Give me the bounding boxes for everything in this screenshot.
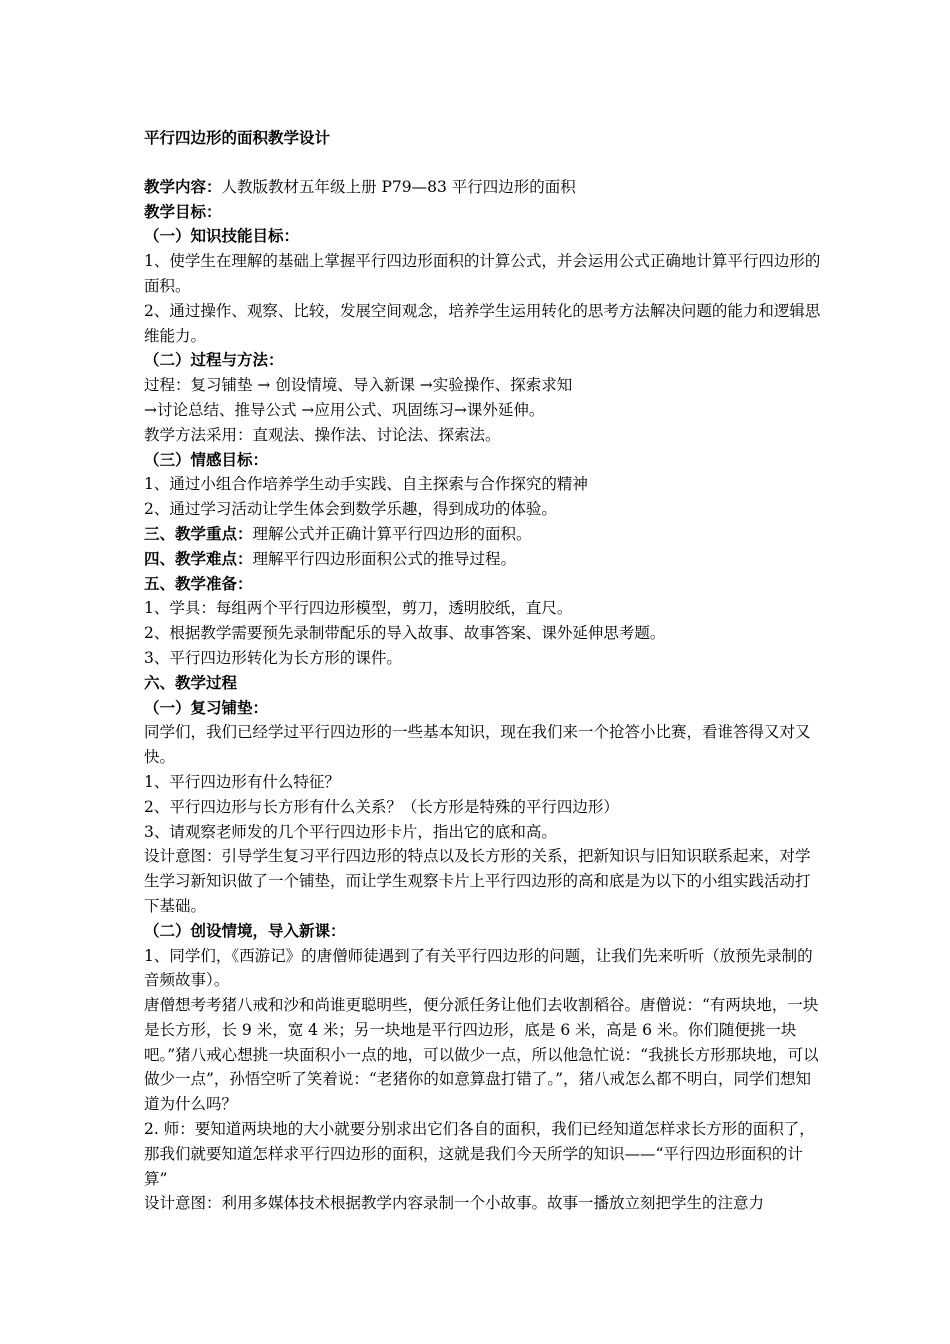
goal3-item-1: 1、通过小组合作培养学生动手实践、自主探索与合作探究的精神: [144, 475, 588, 494]
document-body: [144, 126, 824, 1216]
process-line-2: →讨论总结、推导公式 →应用公式、巩固练习→课外延伸。: [144, 400, 545, 419]
goal1-item-2: 2、通过操作、观察、比较，发展空间观念，培养学生运用转化的思考方法解决问题的能力和逻辑思维能力。: [144, 301, 821, 345]
prep-heading: 五、教学准备：: [144, 573, 253, 593]
goals-heading: 教学目标：: [144, 201, 222, 221]
goal3-heading: （三）情感目标：: [144, 449, 269, 469]
goal3-item-2: 2、通过学习活动让学生体会到数学乐趣，得到成功的体验。: [144, 500, 557, 519]
difficulty-text: 理解平行四边形面积公式的推导过程。: [252, 549, 517, 568]
step1-question-2: 2、平行四边形与长方形有什么关系？（长方形是特殊的平行四边形）: [144, 797, 619, 816]
goal2-heading: （二）过程与方法：: [144, 350, 284, 370]
step1-question-3: 3、请观察老师发的几个平行四边形卡片，指出它的底和高。: [144, 822, 557, 841]
process-heading: 六、教学过程: [144, 672, 238, 692]
teaching-methods: 教学方法采用：直观法、操作法、讨论法、探索法。: [144, 425, 501, 444]
step2-heading: （二）创设情境，导入新课：: [144, 920, 346, 940]
step1-heading: （一）复习铺垫：: [144, 697, 269, 717]
teaching-content-label: 教学内容：: [144, 176, 222, 196]
key-point-label: 三、教学重点：: [144, 523, 253, 543]
step2-paragraph-2: 2. 师：要知道两块地的大小就要分别求出它们各自的面积，我们已经知道怎样求长方形的面积了，那我们就要知道怎样求平行四边形的面积，这就是我们今天所学的知识——“平行四边形面积的计算”: [144, 1120, 815, 1188]
key-point: [144, 522, 824, 547]
difficulty-point: [144, 547, 824, 572]
step1-intro: 同学们，我们已经学过平行四边形的一些基本知识，现在我们来一个抢答小比赛，看谁答得又对又快。: [144, 723, 811, 767]
teaching-content: [144, 175, 824, 200]
step2-story: 唐僧想考考猪八戒和沙和尚谁更聪明些，便分派任务让他们去收割稻谷。唐僧说：“有两块地，一块是长方形，长 9 米，宽 4 米；另一块地是平行四边形，底是 6 米，高是 6 米。你们随便挑一块吧。”猪八戒心想挑一块面积小一点的地，可以做少一点，所以他急忙说：“我挑长方形那块地，可以做少一点”，孙悟空听了笑着说：“老猪你的如意算盘打错了。”，猪八戒怎么都不明白，同学们想知道为什么吗？: [144, 996, 819, 1114]
step1-design-intent: 设计意图：引导学生复习平行四边形的特点以及长方形的关系，把新知识与旧知识联系起来，对学生学习新知识做了一个铺垫，而让学生观察卡片上平行四边形的高和底是为以下的小组实践活动打下基础。: [144, 847, 811, 915]
step2-design-intent: 设计意图：利用多媒体技术根据教学内容录制一个小故事。故事一播放立刻把学生的注意力: [144, 1194, 765, 1213]
step1-question-1: 1、平行四边形有什么特征？: [144, 772, 340, 791]
goal1-heading: （一）知识技能目标：: [144, 226, 300, 246]
teaching-content-text: 人教版教材五年级上册 P79—83 平行四边形的面积: [221, 177, 576, 196]
goal1-item-1: 1、使学生在理解的基础上掌握平行四边形面积的计算公式，并会运用公式正确地计算平行四边形的面积。: [144, 252, 821, 295]
process-line-1: 过程：复习铺垫 → 创设情境、导入新课 →实验操作、探索求知: [144, 376, 573, 395]
difficulty-label: 四、教学难点：: [144, 548, 253, 568]
prep-item-2: 2、根据教学需要预先录制带配乐的导入故事、故事答案、课外延伸思考题。: [144, 624, 666, 643]
spacer: [144, 151, 824, 175]
document-title: 平行四边形的面积教学设计: [144, 128, 331, 147]
step2-paragraph-1: 1、同学们，《西游记》的唐僧师徒遇到了有关平行四边形的问题，让我们先来听听（放预先录制的音频故事）。: [144, 946, 813, 990]
prep-item-1: 1、学具：每组两个平行四边形模型，剪刀，透明胶纸，直尺。: [144, 599, 573, 618]
prep-item-3: 3、平行四边形转化为长方形的课件。: [144, 648, 402, 667]
key-point-text: 理解公式并正确计算平行四边形的面积。: [252, 524, 532, 543]
